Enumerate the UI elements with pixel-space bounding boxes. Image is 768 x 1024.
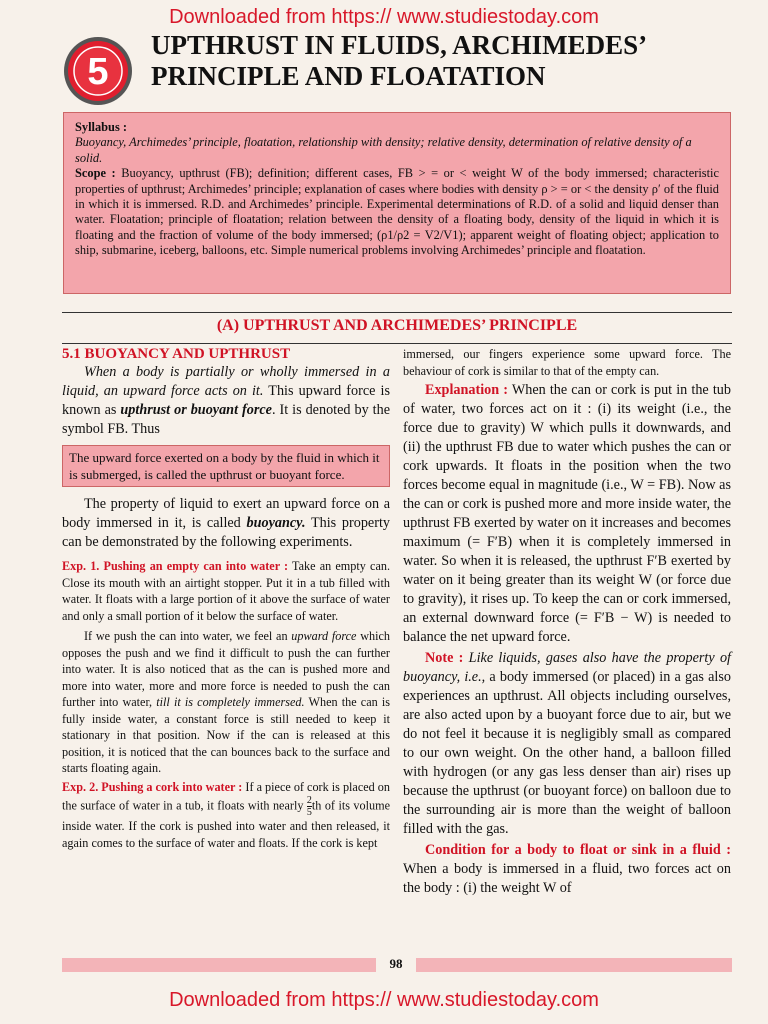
condition-label: Condition for a body to float or sink in a fluid : bbox=[425, 842, 731, 858]
chapter-title-line1: UPTHRUST IN FLUIDS, ARCHIMEDES’ bbox=[151, 30, 648, 60]
buoyancy-text1: The property of liquid to exert an upward force on a body immersed in it, is called bbox=[62, 496, 390, 531]
cork-paragraph-cont: immersed, our fingers experience some upward force. The behaviour of cork is similar to that of the empty can. bbox=[403, 347, 731, 378]
exp1-p2-b: which opposes the push and we find it difficult to push the can further into water. It is also noticed that as the can is pushed more and more into water, more and more force is needed to push the can further into water, bbox=[62, 629, 390, 709]
intro-italic: When a body is partially or wholly immersed in a liquid, an upward force acts on it. bbox=[62, 364, 390, 399]
buoyancy-text2: This property can be demonstrated by the following experiments. bbox=[62, 515, 390, 550]
explanation-label: Explanation : bbox=[425, 382, 508, 398]
exp1-text: Take an empty can. Close its mouth with an airtight stopper. Put it in a tub filled with water. It floats with a large portion of it above the surface of water and only a small portion of it below the surface of water. bbox=[62, 559, 390, 623]
exp1-p2-italic1: upward force bbox=[291, 629, 357, 643]
syllabus-title: Syllabus : bbox=[75, 120, 127, 134]
condition-text: When a body is immersed in a fluid, two forces act on the body : (i) the weight W of bbox=[403, 861, 731, 896]
chapter-title bbox=[151, 30, 751, 92]
syllabus-box bbox=[63, 112, 731, 294]
chapter-title-line2: PRINCIPLE AND FLOATATION bbox=[151, 61, 546, 91]
exp2-paragraph bbox=[62, 779, 390, 852]
left-column bbox=[62, 346, 390, 851]
explanation-text: When the can or cork is put in the tub of water, two forces act on it : (i) its weight (i.e., the force due to gravity) W which pulls it downwards, and (ii) the upthrust FB due to water which pushes the can or cork upwards. It floats in the position when the two forces become equal in magnitude (i.e., W = FB). Now as the can or cork is pushed more and more inside water, the upthrust FB exerted by water on it increases and becomes maximum (= F′B) when it is completely immersed in water. So when it is released, the upthrust F′B exerted by water on it being greater than its weight W (or force due to gravity), it rises up. To keep the can or cork immersed, an external downward force (= F′B − W) is needed to balance the net upward force. bbox=[403, 382, 731, 645]
topic-heading: 5.1 BUOYANCY AND UPTHRUST bbox=[62, 346, 291, 362]
condition-paragraph bbox=[403, 841, 731, 898]
definition-box: The upward force exerted on a body by the fluid in which it is submerged, is called the upthrust or buoyant force. bbox=[62, 445, 390, 487]
intro-bold: upthrust or buoyant force bbox=[120, 402, 272, 418]
intro-rest1: This upward force is known as bbox=[62, 383, 390, 418]
syllabus-topics: Buoyancy, Archimedes’ principle, floatation, relationship with density; relative density, determination of relative density of a solid. bbox=[75, 135, 692, 165]
fraction-numerator: 2 bbox=[306, 795, 312, 806]
download-banner-bottom: Downloaded from https:// www.studiestoday.com bbox=[169, 989, 599, 1011]
note-label: Note : bbox=[425, 650, 464, 666]
buoyancy-paragraph bbox=[62, 495, 390, 552]
scope-label: Scope : bbox=[75, 166, 116, 181]
chapter-number: 5 bbox=[87, 51, 109, 93]
right-column bbox=[403, 346, 731, 898]
scope-text: Buoyancy, upthrust (FB); definition; different cases, FB > = or < weight W of the body immersed; characteristic properties of upthrust; Archimedes’ principle; explanation of cases where bodies with density ρ > = or < the density ρ′ of the fluid in which it is immersed. R.D. and Archimedes’ principle. Experimental determinations of R.D. of a solid and liquid denser than water. Floatation; principle of floatation; relation between the density of a floating body, density of the liquid in which it is floating and the fraction of volume of the body immersed; (ρ1/ρ2 = V2/V1); apparent weight of floating object; application to ship, submarine, iceberg, balloons, etc. Simple numerical problems involving Archimedes’ principle and floatation. bbox=[75, 166, 719, 258]
page-number: 98 bbox=[376, 956, 416, 972]
section-heading-band bbox=[62, 312, 732, 344]
intro-paragraph bbox=[62, 363, 390, 439]
exp2-label: Exp. 2. Pushing a cork into water : bbox=[62, 779, 243, 794]
exp1-paragraph bbox=[62, 558, 390, 624]
explanation-paragraph bbox=[403, 381, 731, 647]
buoyancy-bold: buoyancy. bbox=[246, 515, 306, 531]
note-italic: Like liquids, gases also have the property of buoyancy, i.e., bbox=[403, 650, 731, 685]
chapter-number-badge bbox=[62, 35, 134, 107]
exp2-text-a: If a piece of cork is placed on the surface of water in a tub, it floats with nearly bbox=[62, 779, 390, 813]
exp1-label: Exp. 1. Pushing an empty can into water : bbox=[62, 559, 289, 573]
intro-rest2: . It is denoted by the symbol FB. Thus bbox=[62, 402, 390, 437]
exp1-paragraph-2 bbox=[62, 628, 390, 777]
exp1-p2-a: If we push the can into water, we feel an bbox=[84, 629, 292, 643]
note-text: a body immersed (or placed) in a gas also experiences an upthrust. All objects including ourselves, are also acted upon by a buoyant force due to air, but we do not feel it because it is negligibly small as compared to our own weight. On the other hand, a balloon filled with hydrogen (or any gas less denser than air) rises up because the upthrust (or buoyant force) on balloon due to the surrounding air is more than the weight of balloon filled with the gas. bbox=[403, 669, 731, 837]
download-banner-top: Downloaded from https:// www.studiestoday.com bbox=[169, 6, 599, 28]
exp2-text-b: th of its volume inside water. If the cork is pushed into water and then released, it again comes to the surface of water and floats. If the cork is kept bbox=[62, 798, 390, 850]
section-title: (A) UPTHRUST AND ARCHIMEDES’ PRINCIPLE bbox=[216, 317, 578, 334]
exp1-p2-c: When the can is fully inside water, a constant force is still needed to keep it stationary in that position. Now if the can is released at this position, it is noticed that the can bounces back to the surface and starts floating again. bbox=[62, 695, 390, 775]
scope-paragraph bbox=[75, 166, 719, 258]
exp1-p2-italic2: till it is completely immersed. bbox=[156, 695, 305, 709]
note-paragraph bbox=[403, 649, 731, 839]
fraction-denominator: 5 bbox=[306, 807, 312, 818]
